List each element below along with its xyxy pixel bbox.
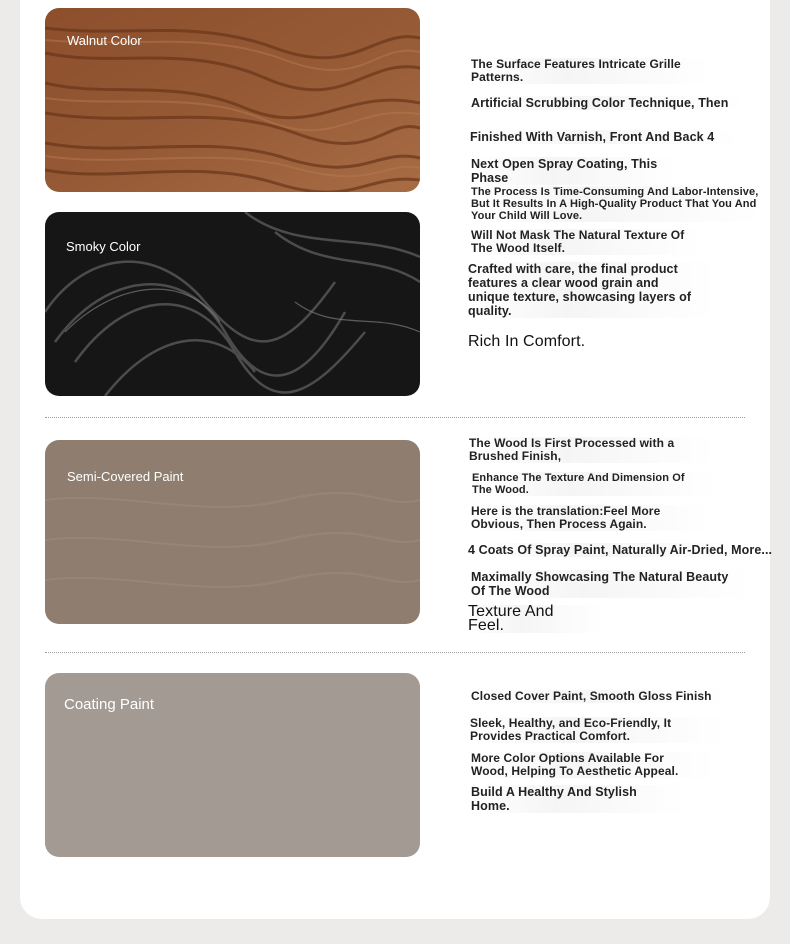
coating-swatch-image	[45, 673, 420, 857]
feature-text: Finished With Varnish, Front And Back 4	[470, 130, 739, 144]
feature-text: Crafted with care, the final product features a clear wood grain and unique texture, showcasing layers of quality.	[468, 262, 714, 318]
semi-covered-paint-label: Semi-Covered Paint	[67, 469, 184, 484]
feature-heading: Rich In Comfort.	[468, 333, 586, 350]
feature-text: The Surface Features Intricate Grille Patterns.	[471, 58, 710, 84]
feature-text: 4 Coats Of Spray Paint, Naturally Air-Dried, More...	[468, 543, 773, 557]
semi-covered-swatch-image	[45, 440, 420, 624]
feature-text: Build A Healthy And Stylish Home.	[471, 785, 685, 813]
feature-heading: Texture And Feel.	[468, 605, 602, 633]
feature-text: The Process Is Time-Consuming And Labor-Intensive, But It Results In A High-Quality Product That You And Your Child Will Love.	[471, 186, 763, 222]
feature-text: Artificial Scrubbing Color Technique, Then	[471, 96, 745, 110]
smoky-color-label: Smoky Color	[66, 239, 141, 254]
feature-text: Will Not Mask The Natural Texture Of The Wood Itself.	[471, 229, 700, 255]
feature-text: More Color Options Available For Wood, Helping To Aesthetic Appeal.	[471, 752, 715, 778]
feature-text: Here is the translation:Feel More Obvious, Then Process Again.	[471, 505, 710, 531]
feature-text: Closed Cover Paint, Smooth Gloss Finish	[471, 690, 725, 703]
feature-text: Enhance The Texture And Dimension Of The Wood.	[472, 472, 716, 496]
section-divider	[45, 417, 745, 418]
walnut-swatch-image	[45, 8, 420, 192]
smoky-swatch-image	[45, 212, 420, 396]
feature-text: Next Open Spray Coating, This Phase	[471, 157, 675, 185]
coating-paint-label: Coating Paint	[64, 696, 155, 713]
feature-text: Maximally Showcasing The Natural Beauty Of The Wood	[471, 570, 750, 598]
feature-text: The Wood Is First Processed with a Brushed Finish,	[469, 437, 715, 463]
section-divider	[45, 652, 745, 653]
walnut-color-label: Walnut Color	[67, 33, 142, 48]
feature-text: Sleek, Healthy, and Eco-Friendly, It Provides Practical Comfort.	[470, 717, 724, 743]
